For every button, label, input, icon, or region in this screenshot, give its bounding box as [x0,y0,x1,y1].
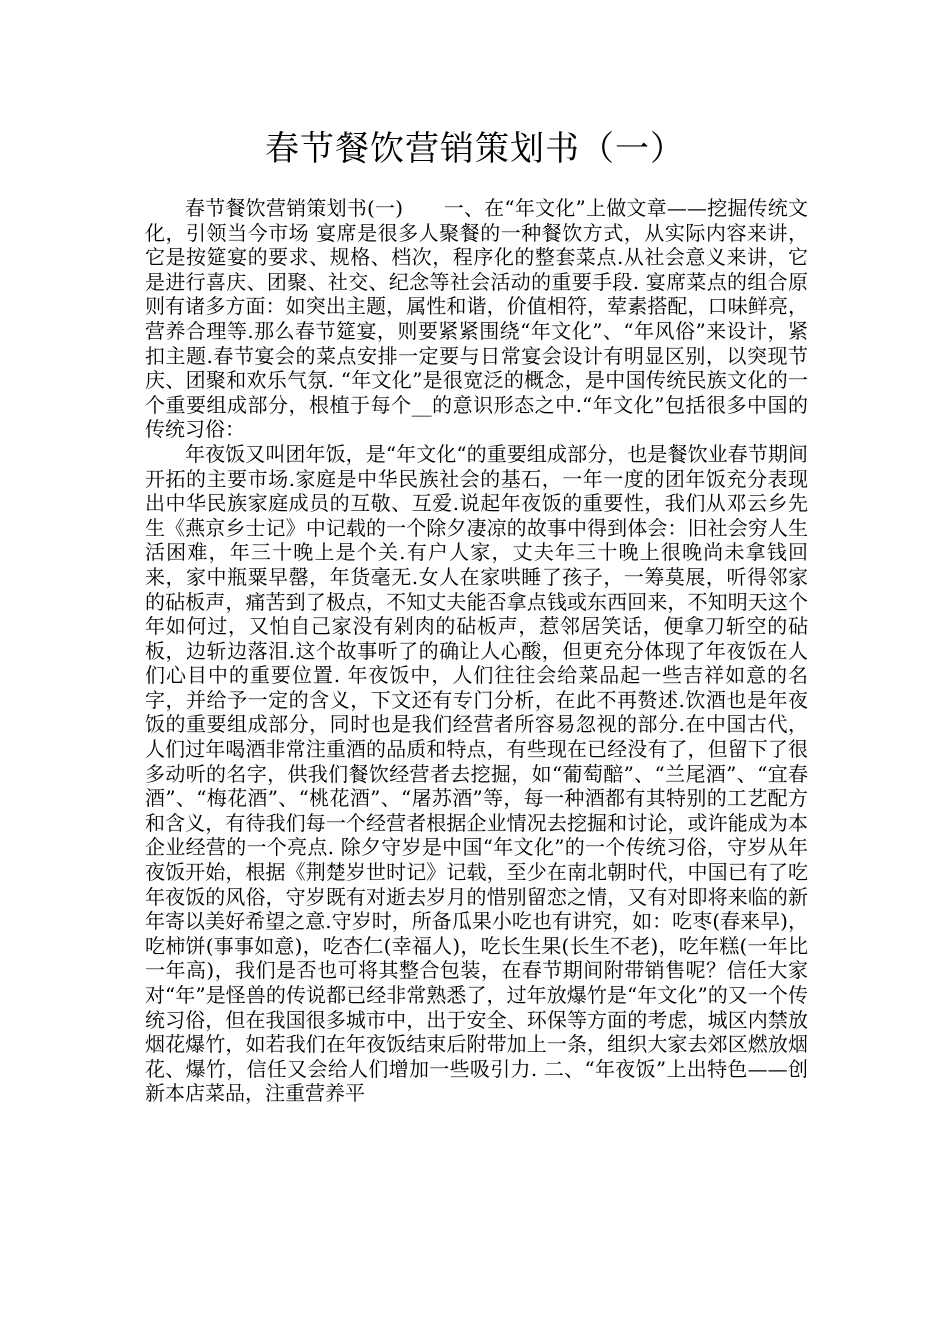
body-paragraph-1: 春节餐饮营销策划书(一) 一、在“年文化”上做文章——挖掘传统文化，引领当今市场 宴席是很多人聚餐的一种餐饮方式，从实际内容来讲，它是按筵宴的要求、规格、档次，程序化的整套菜点.从社会意义来讲，它是进行喜庆、团聚、社交、纪念等社会活动的重要手段. 宴席菜点的组合原则有诸多方面：如突出主题，属性和谐，价值相符，荤素搭配，口味鲜亮，营养合理等.那么春节筵宴，则要紧紧围绕“年文化”、“年风俗”来设计，紧扣主题.春节宴会的菜点安排一定要与日常宴会设计有明显区别，以突现节庆、团聚和欢乐气氛. “年文化”是很宽泛的概念，是中国传统民族文化的一个重要组成部分，根植于每个__的意识形态之中.“年文化”包括很多中国的传统习俗： [145,196,808,442]
document-title: 春节餐饮营销策划书（一） [265,129,685,169]
document-body [145,196,808,1106]
body-paragraph-2: 年夜饭又叫团年饭，是“年文化“的重要组成部分，也是餐饮业春节期间开拓的主要市场.家庭是中华民族社会的基石，一年一度的团年饭充分表现出中华民族家庭成员的互敬、互爱.说起年夜饭的重要性，我们从邓云乡先生《燕京乡士记》中记载的一个除夕凄凉的故事中得到体会：旧社会穷人生活困难，年三十晚上是个关.有户人家，丈夫年三十晚上很晚尚未拿钱回来，家中瓶粟早罄，年货毫无.女人在家哄睡了孩子，一筹莫展，听得邻家的砧板声，痛苦到了极点，不知丈夫能否拿点钱或东西回来，不知明天这个年如何过，又怕自己家没有剁肉的砧板声，惹邻居笑话，便拿刀斩空的砧板，边斩边落泪.这个故事听了的确让人心酸，但更充分体现了年夜饭在人们心目中的重要位置. 年夜饭中，人们往往会给菜品起一些吉祥如意的名字，并给予一定的含义，下文还有专门分析，在此不再赘述.饮酒也是年夜饭的重要组成部分，同时也是我们经营者所容易忽视的部分.在中国古代，人们过年喝酒非常注重酒的品质和特点，有些现在已经没有了，但留下了很多动听的名字，供我们餐饮经营者去挖掘，如“葡萄醅”、“兰尾酒”、“宜春酒”、“梅花酒”、“桃花酒”、“屠苏酒”等，每一种酒都有其特别的工艺配方和含义，有待我们每一个经营者根据企业情况去挖掘和讨论，或许能成为本企业经营的一个亮点. 除夕守岁是中国“年文化”的一个传统习俗，守岁从年夜饭开始，根据《荆楚岁世时记》记载，至少在南北朝时代，中国已有了吃年夜饭的风俗，守岁既有对逝去岁月的惜别留恋之情，又有对即将来临的新年寄以美好希望之意.守岁时，所备瓜果小吃也有讲究，如：吃枣(春来早)，吃柿饼(事事如意)，吃杏仁(幸福人)，吃长生果(长生不老)，吃年糕(一年比一年高)，我们是否也可将其整合包装，在春节期间附带销售呢？信任大家对“年”是怪兽的传说都已经非常熟悉了，过年放爆竹是“年文化”的又一个传统习俗，但在我国很多城市中，出于安全、环保等方面的考虑，城区内禁放烟花爆竹，如若我们在年夜饭结束后附带加上一条，组织大家去郊区燃放烟花、爆竹，信任又会给人们增加一些吸引力. 二、“年夜饭”上出特色——创新本店菜品，注重营养平 [145,441,808,1106]
